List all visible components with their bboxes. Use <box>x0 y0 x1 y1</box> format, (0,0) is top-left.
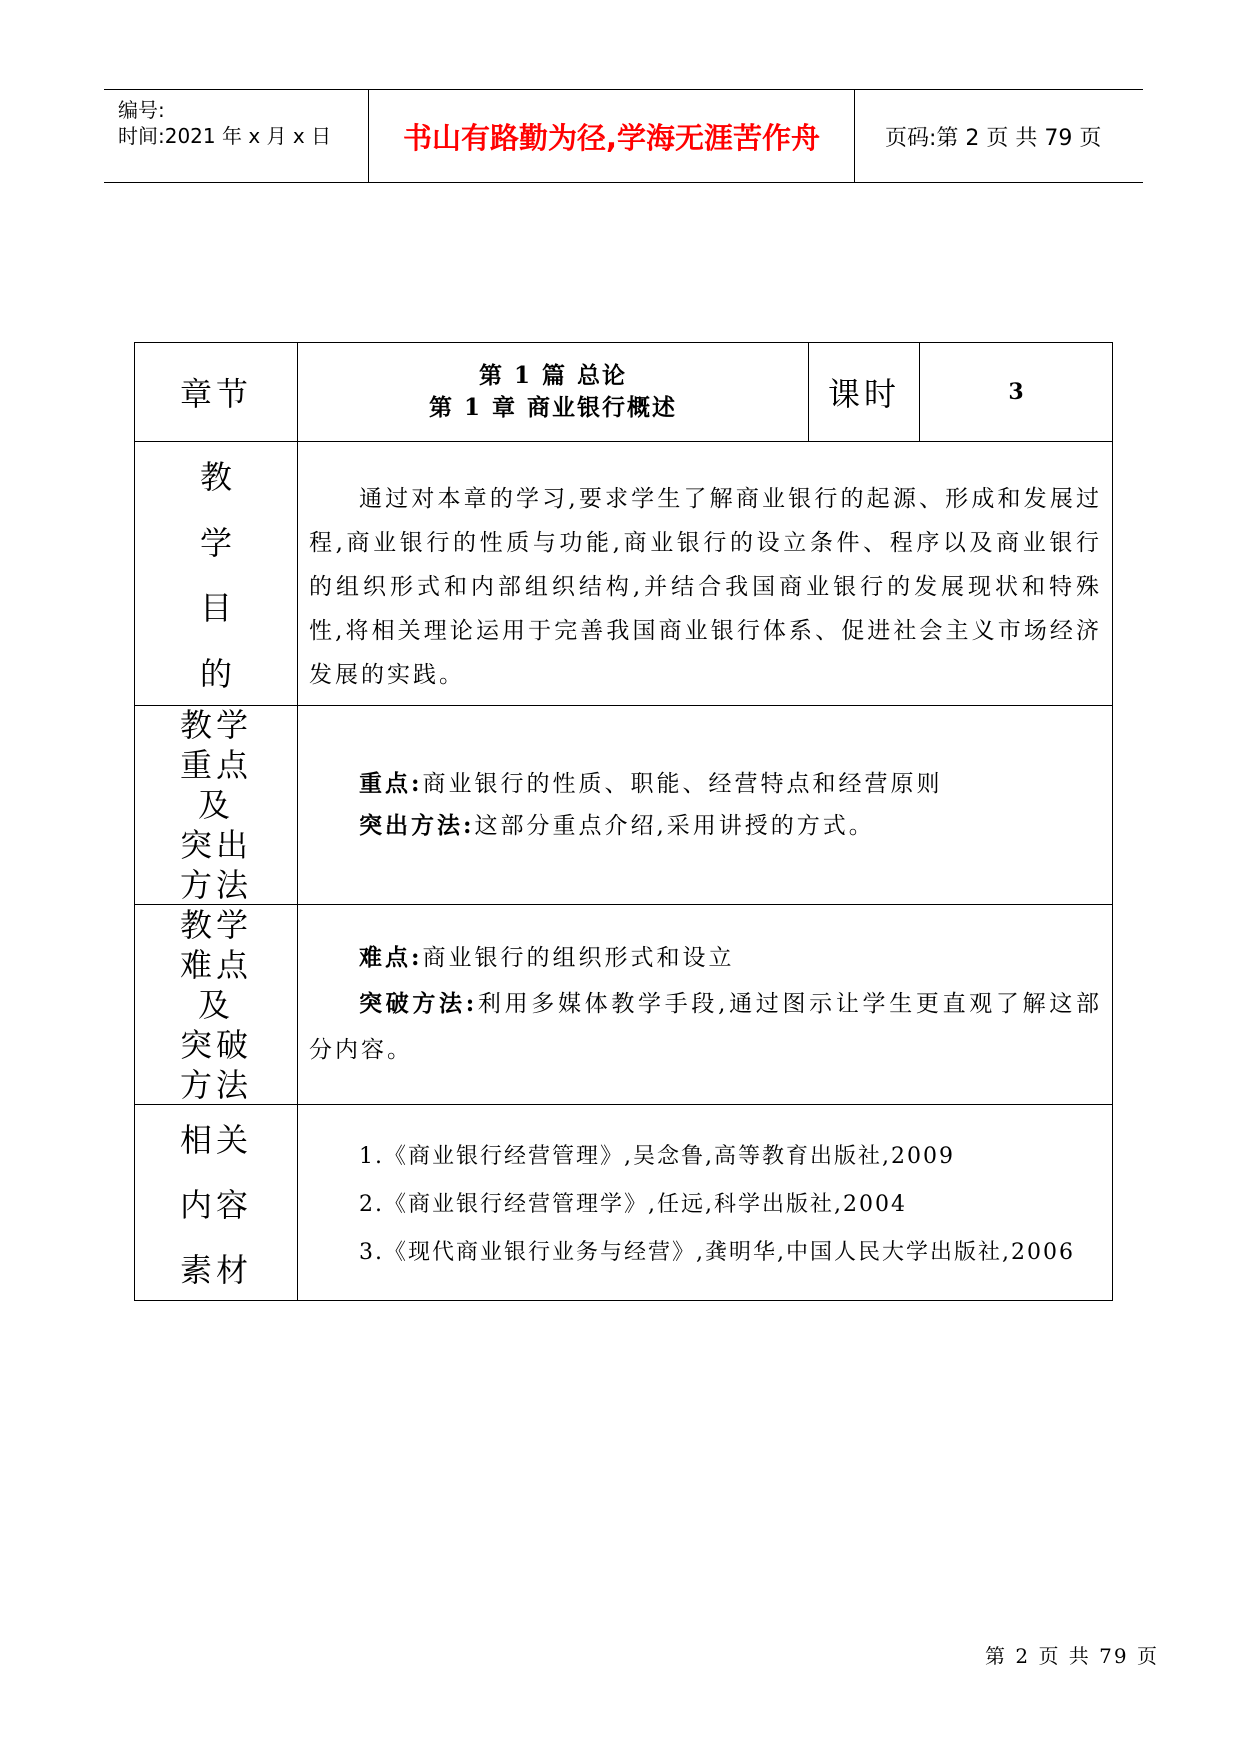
header-meta <box>104 90 369 182</box>
key-point-text: 商业银行的性质、职能、经营特点和经营原则 <box>422 771 943 797</box>
difficulty-label-line: 突破 <box>179 1025 252 1064</box>
key-content <box>359 763 1099 847</box>
time-label: 时间:2021 年 x 月 x 日 <box>118 124 332 148</box>
objective-label-char: 目 <box>199 589 232 628</box>
part-title: 第 1 篇 总论 <box>478 362 628 389</box>
objective-label-char: 的 <box>199 655 232 694</box>
chapter-title-cell <box>298 343 808 441</box>
materials-label-line: 素材 <box>179 1250 252 1289</box>
difficulty-method-label: 突破方法: <box>359 990 478 1017</box>
key-label-line: 突出 <box>179 826 252 864</box>
key-label <box>135 706 297 904</box>
lesson-plan-table <box>134 342 1113 1301</box>
serial-label: 编号: <box>118 98 165 122</box>
chapter-label: 章节 <box>179 375 252 413</box>
key-label-line: 及 <box>197 786 234 824</box>
key-label-line: 重点 <box>179 746 252 784</box>
difficulty-content <box>309 935 1102 1073</box>
difficulty-method-text: 利用多媒体教学手段,通过图示让学生更直观了解这部分内容。 <box>309 991 1102 1063</box>
hours-value: 3 <box>1008 379 1024 405</box>
objective-label-char: 教 <box>199 457 232 496</box>
page-footer: 第 2 页 共 79 页 <box>985 1644 1159 1668</box>
page-info: 页码:第 2 页 共 79 页 <box>885 125 1102 151</box>
objective-label-char: 学 <box>199 523 232 562</box>
difficulty-label-line: 教学 <box>179 905 252 944</box>
objective-label <box>135 442 297 705</box>
difficulty-label-line: 及 <box>197 985 234 1024</box>
key-label-line: 方法 <box>179 866 252 904</box>
list-item: 2.《商业银行经营管理学》,任远,科学出版社,2004 <box>359 1192 907 1217</box>
chapter-title: 第 1 章 商业银行概述 <box>428 394 678 421</box>
hours-label: 课时 <box>827 375 900 413</box>
materials-label <box>135 1105 297 1300</box>
difficulty-point-label: 难点: <box>359 944 423 971</box>
difficulty-label <box>135 905 297 1104</box>
key-label-line: 教学 <box>179 706 252 744</box>
list-item: 1.《商业银行经营管理》,吴念鲁,高等教育出版社,2009 <box>359 1144 955 1169</box>
key-method-label: 突出方法: <box>359 812 475 839</box>
page-header <box>104 89 1143 183</box>
key-point-label: 重点: <box>359 770 423 797</box>
key-method-text: 这部分重点介绍,采用讲授的方式。 <box>474 813 875 839</box>
list-item: 3.《现代商业银行业务与经营》,龚明华,中国人民大学出版社,2006 <box>359 1240 1075 1265</box>
motto: 书山有路勤为径,学海无涯苦作舟 <box>369 90 855 182</box>
objective-text: 通过对本章的学习,要求学生了解商业银行的起源、形成和发展过程,商业银行的性质与功能,商业银行的设立条件、程序以及商业银行的组织形式和内部组织结构,并结合我国商业银行的发展现状和特殊性,将相关理论运用于完善我国商业银行体系、促进社会主义市场经济发展的实践。 <box>309 486 1102 688</box>
materials-label-line: 相关 <box>179 1120 252 1159</box>
materials-label-line: 内容 <box>179 1185 252 1224</box>
materials-list <box>359 1133 1109 1277</box>
difficulty-label-line: 难点 <box>179 945 252 984</box>
difficulty-label-line: 方法 <box>179 1065 252 1104</box>
difficulty-point-text: 商业银行的组织形式和设立 <box>422 945 735 971</box>
